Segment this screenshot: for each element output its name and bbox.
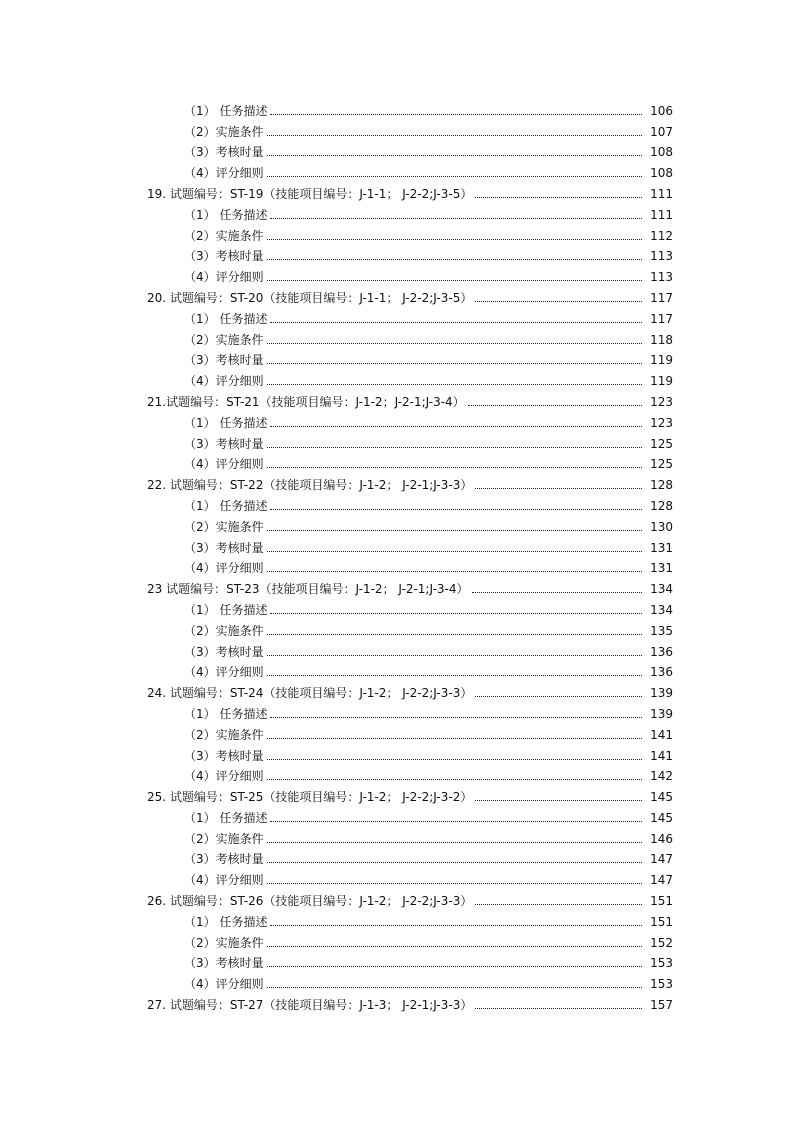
toc-entry-page-number: 107 xyxy=(650,124,673,139)
toc-entry-subsection[interactable] xyxy=(0,243,793,264)
toc-entry-subsection[interactable] xyxy=(0,825,793,846)
toc-dot-leader xyxy=(267,279,642,281)
toc-entry-section[interactable] xyxy=(0,388,793,409)
toc-dot-leader xyxy=(267,466,642,468)
toc-entry-title: （1） 任务描述 xyxy=(184,415,268,430)
toc-entry-page-number: 139 xyxy=(650,706,673,721)
toc-entry-subsection[interactable] xyxy=(0,513,793,534)
toc-dot-leader xyxy=(267,362,642,364)
toc-entry-title: 25. 试题编号：ST-25（技能项目编号：J-1-2； J-2-2;J-3-2） xyxy=(147,790,473,805)
toc-entry-title: （4）评分细则 xyxy=(184,561,264,576)
toc-entry-title: （4）评分细则 xyxy=(184,457,264,472)
toc-dot-leader xyxy=(267,238,642,240)
toc-entry-subsection[interactable] xyxy=(0,534,793,555)
toc-dot-leader xyxy=(267,550,642,552)
toc-dot-leader xyxy=(267,446,642,448)
toc-entry-title: （3）考核时量 xyxy=(184,145,264,160)
toc-entry-page-number: 128 xyxy=(650,478,673,493)
toc-entry-subsection[interactable] xyxy=(0,721,793,742)
toc-entry-title: （2）实施条件 xyxy=(184,831,264,846)
toc-entry-page-number: 134 xyxy=(650,602,673,617)
toc-entry-subsection[interactable] xyxy=(0,139,793,160)
toc-dot-leader xyxy=(267,342,642,344)
toc-entry-page-number: 117 xyxy=(650,290,673,305)
toc-dot-leader xyxy=(270,425,642,427)
toc-entry-subsection[interactable] xyxy=(0,492,793,513)
toc-entry-section[interactable] xyxy=(0,887,793,908)
toc-dot-leader xyxy=(267,674,642,676)
toc-entry-title: （1） 任务描述 xyxy=(184,498,268,513)
toc-entry-section[interactable] xyxy=(0,284,793,305)
toc-entry-title: 24. 试题编号：ST-24（技能项目编号：J-1-2； J-2-2;J-3-3） xyxy=(147,686,473,701)
toc-dot-leader xyxy=(475,196,642,198)
toc-dot-leader xyxy=(267,841,642,843)
toc-entry-title: （2）实施条件 xyxy=(184,228,264,243)
toc-dot-leader xyxy=(267,633,642,635)
toc-entry-section[interactable] xyxy=(0,180,793,201)
toc-entry-page-number: 128 xyxy=(650,498,673,513)
toc-dot-leader xyxy=(267,154,642,156)
toc-entry-page-number: 119 xyxy=(650,353,673,368)
toc-entry-subsection[interactable] xyxy=(0,659,793,680)
toc-entry-subsection[interactable] xyxy=(0,326,793,347)
toc-entry-page-number: 131 xyxy=(650,561,673,576)
toc-entry-page-number: 153 xyxy=(650,956,673,971)
toc-entry-title: （2）实施条件 xyxy=(184,124,264,139)
toc-entry-page-number: 125 xyxy=(650,436,673,451)
toc-entry-subsection[interactable] xyxy=(0,908,793,929)
toc-entry-subsection[interactable] xyxy=(0,700,793,721)
toc-entry-subsection[interactable] xyxy=(0,617,793,638)
toc-entry-title: （1） 任务描述 xyxy=(184,914,268,929)
toc-dot-leader xyxy=(270,113,642,115)
toc-entry-title: （4）评分细则 xyxy=(184,769,264,784)
toc-dot-leader xyxy=(267,965,642,967)
toc-entry-subsection[interactable] xyxy=(0,555,793,576)
toc-dot-leader xyxy=(267,383,642,385)
toc-dot-leader xyxy=(270,321,642,323)
toc-entry-page-number: 135 xyxy=(650,623,673,638)
toc-dot-leader xyxy=(267,882,642,884)
toc-entry-page-number: 125 xyxy=(650,457,673,472)
toc-entry-subsection[interactable] xyxy=(0,305,793,326)
toc-entry-page-number: 157 xyxy=(650,998,673,1013)
toc-entry-page-number: 117 xyxy=(650,311,673,326)
toc-dot-leader xyxy=(267,134,642,136)
toc-entry-subsection[interactable] xyxy=(0,367,793,388)
toc-dot-leader xyxy=(267,758,642,760)
toc-entry-section[interactable] xyxy=(0,679,793,700)
toc-entry-subsection[interactable] xyxy=(0,118,793,139)
toc-dot-leader xyxy=(267,529,642,531)
toc-entry-subsection[interactable] xyxy=(0,222,793,243)
toc-entry-page-number: 111 xyxy=(650,186,673,201)
toc-entry-title: （3）考核时量 xyxy=(184,540,264,555)
toc-entry-title: （4）评分细则 xyxy=(184,166,264,181)
toc-entry-page-number: 151 xyxy=(650,914,673,929)
toc-entry-page-number: 111 xyxy=(650,207,673,222)
toc-entry-page-number: 134 xyxy=(650,582,673,597)
toc-entry-title: 22. 试题编号：ST-22（技能项目编号：J-1-2； J-2-1;J-3-3） xyxy=(147,478,473,493)
toc-entry-page-number: 145 xyxy=(650,790,673,805)
toc-entry-title: （1） 任务描述 xyxy=(184,706,268,721)
toc-dot-leader xyxy=(267,945,642,947)
toc-entry-subsection[interactable] xyxy=(0,950,793,971)
toc-entry-subsection[interactable] xyxy=(0,929,793,950)
toc-entry-title: 23 试题编号：ST-23（技能项目编号：J-1-2； J-2-1;J-3-4） xyxy=(147,582,469,597)
toc-entry-subsection[interactable] xyxy=(0,263,793,284)
toc-entry-title: （4）评分细则 xyxy=(184,270,264,285)
toc-dot-leader xyxy=(267,654,642,656)
toc-entry-title: （1） 任务描述 xyxy=(184,311,268,326)
toc-entry-page-number: 136 xyxy=(650,665,673,680)
toc-entry-section[interactable] xyxy=(0,471,793,492)
toc-entry-title: （4）评分细则 xyxy=(184,977,264,992)
toc-entry-page-number: 139 xyxy=(650,686,673,701)
toc-entry-subsection[interactable] xyxy=(0,846,793,867)
toc-entry-title: 26. 试题编号：ST-26（技能项目编号：J-1-2； J-2-2;J-3-3） xyxy=(147,894,473,909)
toc-entry-page-number: 118 xyxy=(650,332,673,347)
toc-entry-page-number: 123 xyxy=(650,394,673,409)
toc-entry-page-number: 151 xyxy=(650,894,673,909)
toc-dot-leader xyxy=(267,258,642,260)
toc-entry-page-number: 153 xyxy=(650,977,673,992)
toc-entry-subsection[interactable] xyxy=(0,742,793,763)
table-of-contents xyxy=(0,97,793,1012)
toc-entry-title: （3）考核时量 xyxy=(184,956,264,971)
toc-entry-page-number: 130 xyxy=(650,519,673,534)
toc-entry-subsection[interactable] xyxy=(0,97,793,118)
toc-entry-title: （1） 任务描述 xyxy=(184,207,268,222)
toc-dot-leader xyxy=(475,1007,642,1009)
toc-entry-subsection[interactable] xyxy=(0,804,793,825)
toc-entry-title: （3）考核时量 xyxy=(184,353,264,368)
toc-dot-leader xyxy=(475,487,642,489)
toc-entry-page-number: 108 xyxy=(650,145,673,160)
toc-entry-title: （4）评分细则 xyxy=(184,374,264,389)
toc-entry-title: （2）实施条件 xyxy=(184,332,264,347)
toc-entry-page-number: 136 xyxy=(650,644,673,659)
toc-entry-page-number: 131 xyxy=(650,540,673,555)
toc-dot-leader xyxy=(270,716,642,718)
toc-entry-title: （1） 任务描述 xyxy=(184,602,268,617)
toc-dot-leader xyxy=(267,175,642,177)
toc-entry-title: （2）实施条件 xyxy=(184,727,264,742)
toc-entry-title: （1） 任务描述 xyxy=(184,810,268,825)
toc-dot-leader xyxy=(270,508,642,510)
toc-dot-leader xyxy=(475,799,642,801)
toc-dot-leader xyxy=(472,591,642,593)
toc-dot-leader xyxy=(475,695,642,697)
toc-entry-title: （2）实施条件 xyxy=(184,623,264,638)
toc-entry-title: （4）评分细则 xyxy=(184,873,264,888)
toc-entry-page-number: 113 xyxy=(650,249,673,264)
toc-dot-leader xyxy=(267,737,642,739)
toc-entry-page-number: 146 xyxy=(650,831,673,846)
toc-dot-leader xyxy=(270,612,642,614)
toc-entry-subsection[interactable] xyxy=(0,970,793,991)
toc-dot-leader xyxy=(270,924,642,926)
toc-dot-leader xyxy=(267,986,642,988)
toc-dot-leader xyxy=(475,903,642,905)
toc-entry-title: （3）考核时量 xyxy=(184,644,264,659)
toc-entry-title: （3）考核时量 xyxy=(184,436,264,451)
toc-entry-page-number: 147 xyxy=(650,852,673,867)
toc-dot-leader xyxy=(475,300,642,302)
toc-entry-page-number: 141 xyxy=(650,748,673,763)
toc-entry-title: （3）考核时量 xyxy=(184,249,264,264)
toc-entry-page-number: 145 xyxy=(650,810,673,825)
toc-entry-section[interactable] xyxy=(0,575,793,596)
toc-entry-subsection[interactable] xyxy=(0,409,793,430)
toc-entry-subsection[interactable] xyxy=(0,347,793,368)
toc-entry-page-number: 106 xyxy=(650,103,673,118)
toc-entry-subsection[interactable] xyxy=(0,451,793,472)
toc-entry-page-number: 152 xyxy=(650,935,673,950)
toc-entry-page-number: 112 xyxy=(650,228,673,243)
toc-entry-section[interactable] xyxy=(0,783,793,804)
toc-entry-title: （4）评分细则 xyxy=(184,665,264,680)
toc-dot-leader xyxy=(267,570,642,572)
toc-entry-title: （2）实施条件 xyxy=(184,519,264,534)
toc-entry-page-number: 142 xyxy=(650,769,673,784)
toc-entry-page-number: 147 xyxy=(650,873,673,888)
toc-entry-page-number: 141 xyxy=(650,727,673,742)
toc-entry-subsection[interactable] xyxy=(0,159,793,180)
toc-entry-subsection[interactable] xyxy=(0,430,793,451)
toc-entry-title: 19. 试题编号：ST-19（技能项目编号：J-1-1； J-2-2;J-3-5） xyxy=(147,186,473,201)
toc-entry-title: 20. 试题编号：ST-20（技能项目编号：J-1-1； J-2-2;J-3-5） xyxy=(147,290,473,305)
toc-dot-leader xyxy=(270,217,642,219)
toc-dot-leader xyxy=(267,861,642,863)
toc-entry-title: 21.试题编号：ST-21（技能项目编号：J-1-2；J-2-1;J-3-4） xyxy=(147,394,465,409)
toc-entry-subsection[interactable] xyxy=(0,201,793,222)
toc-entry-title: （3）考核时量 xyxy=(184,852,264,867)
toc-entry-page-number: 108 xyxy=(650,166,673,181)
toc-entry-page-number: 113 xyxy=(650,270,673,285)
toc-entry-title: （1） 任务描述 xyxy=(184,103,268,118)
toc-entry-page-number: 119 xyxy=(650,374,673,389)
toc-entry-section[interactable] xyxy=(0,991,793,1012)
toc-entry-subsection[interactable] xyxy=(0,596,793,617)
toc-entry-title: （3）考核时量 xyxy=(184,748,264,763)
toc-entry-title: 27. 试题编号：ST-27（技能项目编号：J-1-3； J-2-1;J-3-3） xyxy=(147,998,473,1013)
toc-dot-leader xyxy=(270,820,642,822)
toc-entry-page-number: 123 xyxy=(650,415,673,430)
toc-entry-subsection[interactable] xyxy=(0,638,793,659)
toc-dot-leader xyxy=(267,778,642,780)
toc-entry-subsection[interactable] xyxy=(0,866,793,887)
toc-dot-leader xyxy=(468,404,642,406)
toc-entry-subsection[interactable] xyxy=(0,763,793,784)
toc-entry-title: （2）实施条件 xyxy=(184,935,264,950)
